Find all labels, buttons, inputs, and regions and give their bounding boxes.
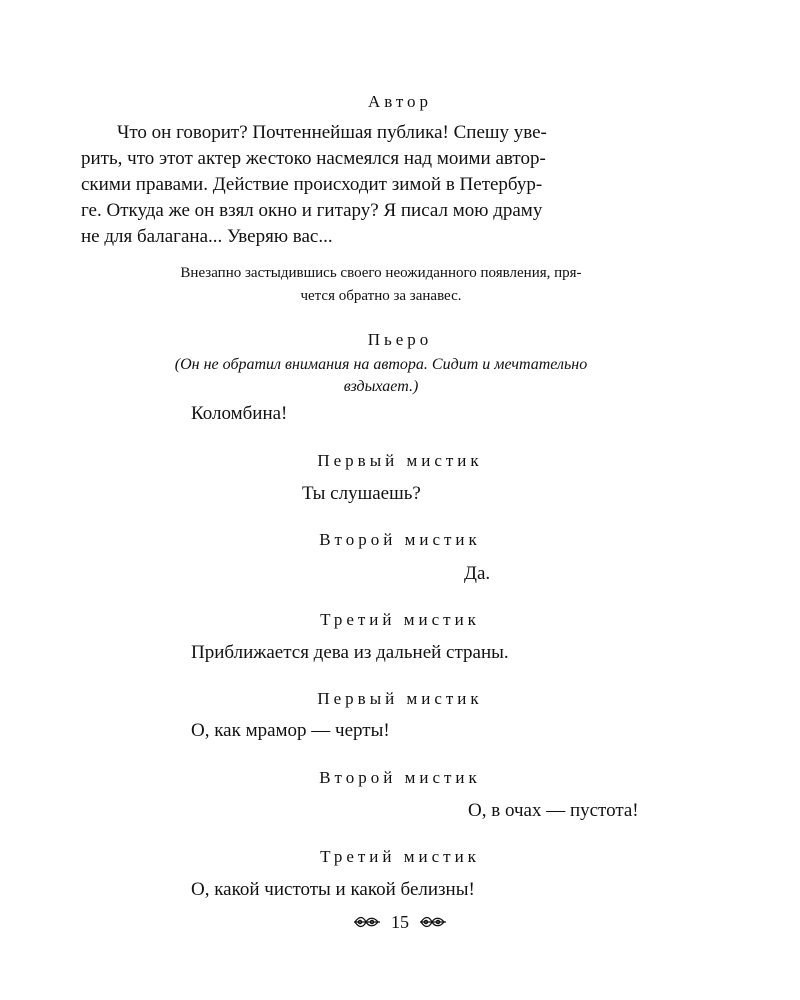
speech-line: рить, что этот актер жестоко насмеялся над моими автор-: [81, 148, 546, 169]
speaker-third-mystic: Третий мистик: [320, 610, 480, 629]
speaker-author: Автор: [367, 92, 433, 111]
fleuron-ornament-icon: [419, 914, 447, 930]
speaker-second-mystic: Второй мистик: [319, 768, 481, 787]
speaker-first-mystic: Первый мистик: [317, 689, 483, 708]
speech-line: ге. Откуда же он взял окно и гитару? Я писал мою драму: [81, 200, 543, 221]
speech-line: Что он говорит? Почтеннейшая публика! Спешу уве-: [117, 122, 547, 143]
fleuron-ornament-icon: [353, 914, 381, 930]
stage-direction-italic: [81, 354, 681, 398]
stage-direction-line: Внезапно застыдившись своего неожиданного появления, пря-: [180, 265, 582, 281]
line-first-mystic: Ты слушаешь?: [302, 483, 421, 504]
author-speech: [81, 120, 681, 250]
line-first-mystic: О, как мрамор — черты!: [191, 720, 390, 741]
line-third-mystic: О, какой чистоты и какой белизны!: [191, 879, 475, 900]
speech-line: скими правами. Действие происходит зимой в Петербур-: [81, 174, 543, 195]
line-pierrot: Коломбина!: [191, 403, 288, 424]
speaker-third-mystic: Третий мистик: [320, 847, 480, 866]
stage-direction-line: вздыхает.): [343, 378, 419, 395]
stage-direction: [81, 262, 681, 308]
speaker-first-mystic: Первый мистик: [317, 451, 483, 470]
stage-direction-line: чется обратно за занавес.: [300, 288, 462, 304]
line-second-mystic: О, в очах — пустота!: [468, 800, 639, 821]
page-number: 15: [391, 911, 409, 932]
page-footer: [0, 908, 800, 934]
speaker-second-mystic: Второй мистик: [319, 530, 481, 549]
line-second-mystic: Да.: [464, 563, 491, 584]
speaker-pierrot: Пьеро: [367, 330, 433, 349]
line-third-mystic: Приближается дева из дальней страны.: [191, 642, 509, 663]
stage-direction-line: (Он не обратил внимания на автора. Сидит и мечтательно: [174, 356, 588, 373]
speech-line: не для балагана... Уверяю вас...: [81, 226, 333, 247]
